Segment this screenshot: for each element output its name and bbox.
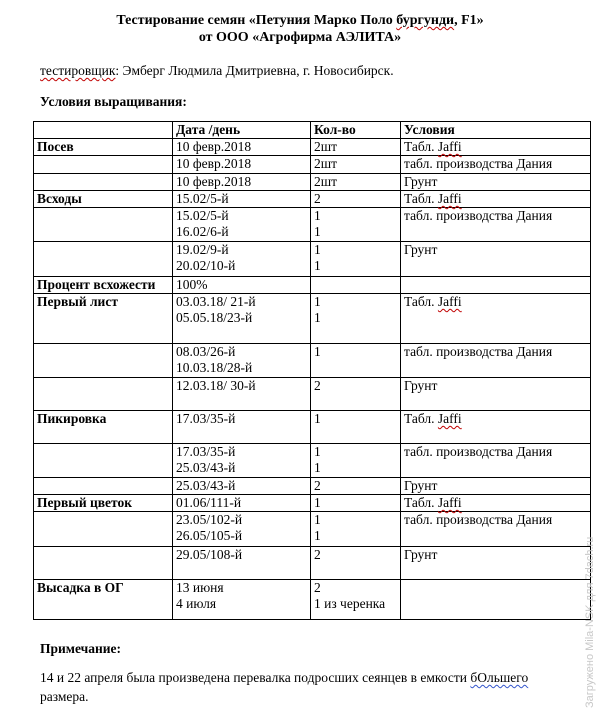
date-value: 15.02/5-й — [176, 208, 229, 223]
qty-value: 1 — [314, 242, 321, 257]
qty-value: 1 — [314, 444, 321, 459]
watermark: Загружено Mila-NSK для 7dach.ru — [584, 536, 596, 708]
row-label — [34, 344, 173, 378]
table-row — [34, 478, 591, 495]
qty-cell — [311, 294, 401, 344]
date-value: 16.02/6-й — [176, 224, 229, 239]
date-cell — [173, 344, 311, 378]
qty-cell — [311, 547, 401, 580]
date-cell — [173, 156, 311, 174]
qty-cell — [311, 191, 401, 208]
table-row — [34, 139, 591, 156]
table-header-row — [34, 122, 591, 139]
date-cell — [173, 378, 311, 411]
date-value: 23.05/102-й — [176, 512, 243, 527]
qty-cell — [311, 580, 401, 620]
date-value: 26.05/105-й — [176, 528, 243, 543]
conditions-cell: Грунт — [401, 478, 591, 495]
date-value: 10 февр.2018 — [176, 174, 252, 189]
qty-value: 1 — [314, 224, 321, 239]
table-row — [34, 444, 591, 478]
table-row — [34, 344, 591, 378]
qty-value: 1 — [314, 294, 321, 309]
qty-cell — [311, 512, 401, 547]
document-title — [0, 12, 600, 46]
conditions-cell: Грунт — [401, 378, 591, 411]
table-row — [34, 242, 591, 277]
date-cell — [173, 478, 311, 495]
qty-cell — [311, 344, 401, 378]
date-cell — [173, 277, 311, 294]
conditions-cell — [401, 580, 591, 620]
qty-value: 1 — [314, 512, 321, 527]
qty-value: 1 — [314, 460, 321, 475]
conditions-brand-word: Jaffi — [437, 294, 462, 309]
date-cell — [173, 444, 311, 478]
date-cell — [173, 547, 311, 580]
row-label: Посев — [34, 139, 173, 156]
conditions-cell — [401, 411, 591, 444]
row-label: Процент всхожести — [34, 277, 173, 294]
qty-value: 1 — [314, 411, 321, 426]
date-value: 17.03/35-й — [176, 411, 236, 426]
conditions-cell: Грунт — [401, 547, 591, 580]
date-value: 100% — [176, 277, 208, 292]
qty-value: 2шт — [314, 156, 338, 171]
header-empty — [34, 122, 173, 139]
date-value: 25.03/43-й — [176, 478, 236, 493]
date-value: 4 июля — [176, 596, 217, 611]
qty-cell — [311, 242, 401, 277]
conditions-text: Табл. — [404, 294, 438, 309]
conditions-text: Табл. — [404, 139, 438, 154]
date-value: 10.03.18/28-й — [176, 360, 253, 375]
conditions-cell: табл. производства Дания — [401, 444, 591, 478]
qty-cell — [311, 139, 401, 156]
qty-value: 2 — [314, 547, 321, 562]
note-text: 14 и 22 апреля была произведена перевалка подросших сеянцев в емкости бОльшего размера. — [40, 670, 529, 704]
conditions-cell — [401, 277, 591, 294]
qty-cell — [311, 156, 401, 174]
conditions-text: Табл. — [404, 411, 438, 426]
date-cell — [173, 411, 311, 444]
row-label: Первый лист — [34, 294, 173, 344]
conditions-heading: Условия выращивания: — [40, 94, 187, 109]
conditions-brand-word: Jaffi — [437, 411, 462, 426]
tester-name: : Эмберг Людмила Дмитриевна, г. Новосибирск. — [115, 63, 394, 78]
row-label: Всходы — [34, 191, 173, 208]
qty-cell — [311, 444, 401, 478]
conditions-cell: табл. производства Дания — [401, 344, 591, 378]
qty-cell — [311, 174, 401, 191]
qty-value: 2шт — [314, 139, 338, 154]
qty-value: 1 — [314, 344, 321, 359]
qty-value: 1 — [314, 258, 321, 273]
conditions-brand-word: Jaffi — [437, 495, 462, 510]
table-row — [34, 378, 591, 411]
row-label — [34, 444, 173, 478]
tester-label: тестировщик — [40, 63, 116, 78]
conditions-cell: Грунт — [401, 242, 591, 277]
date-value: 12.03.18/ 30-й — [176, 378, 256, 393]
header-conditions: Условия — [401, 122, 591, 139]
qty-value: 1 — [314, 528, 321, 543]
date-cell — [173, 242, 311, 277]
row-label — [34, 208, 173, 242]
title-line-2: от ООО «Агрофирма АЭЛИТА» — [198, 30, 402, 45]
row-label — [34, 547, 173, 580]
date-cell — [173, 191, 311, 208]
header-date: Дата /день — [173, 122, 311, 139]
date-cell — [173, 495, 311, 512]
row-label: Высадка в ОГ — [34, 580, 173, 620]
date-value: 25.03/43-й — [176, 460, 236, 475]
conditions-brand-word: Jaffi — [437, 139, 462, 154]
row-label — [34, 242, 173, 277]
qty-value: 1 — [314, 208, 321, 223]
table-row — [34, 208, 591, 242]
title-misspelled-word: бургунди — [396, 13, 455, 28]
row-label — [34, 156, 173, 174]
table-row — [34, 294, 591, 344]
date-value: 03.03.18/ 21-й — [176, 294, 256, 309]
qty-value: 2 — [314, 378, 321, 393]
date-value: 08.03/26-й — [176, 344, 236, 359]
date-cell — [173, 208, 311, 242]
conditions-cell: табл. производства Дания — [401, 156, 591, 174]
conditions-text: Табл. — [404, 495, 438, 510]
date-value: 01.06/111-й — [176, 495, 242, 510]
table-row — [34, 547, 591, 580]
date-value: 19.02/9-й — [176, 242, 229, 257]
table-row — [34, 495, 591, 512]
title-line-1: Тестирование семян «Петуния Марко Поло бургунди, F1» — [116, 13, 484, 28]
table-row — [34, 191, 591, 208]
growing-conditions-table — [33, 121, 591, 620]
qty-value: 1 — [314, 310, 321, 325]
conditions-cell — [401, 139, 591, 156]
note-heading: Примечание: — [40, 641, 122, 656]
date-cell — [173, 512, 311, 547]
date-cell — [173, 139, 311, 156]
conditions-brand-word: Jaffi — [437, 191, 462, 206]
qty-value: 2 — [314, 191, 321, 206]
conditions-cell — [401, 495, 591, 512]
qty-value: 2 — [314, 478, 321, 493]
row-label — [34, 512, 173, 547]
date-value: 05.05.18/23-й — [176, 310, 253, 325]
row-label: Пикировка — [34, 411, 173, 444]
table-row — [34, 156, 591, 174]
table-row — [34, 512, 591, 547]
conditions-cell: Грунт — [401, 174, 591, 191]
qty-value: 2 — [314, 580, 321, 595]
row-label: Первый цветок — [34, 495, 173, 512]
conditions-text: Табл. — [404, 191, 438, 206]
conditions-cell: табл. производства Дания — [401, 208, 591, 242]
date-value: 20.02/10-й — [176, 258, 236, 273]
qty-value: 1 — [314, 495, 321, 510]
date-value: 10 февр.2018 — [176, 156, 252, 171]
table-row — [34, 277, 591, 294]
row-label — [34, 174, 173, 191]
date-value: 29.05/108-й — [176, 547, 243, 562]
table-row — [34, 411, 591, 444]
header-qty: Кол-во — [311, 122, 401, 139]
table-row — [34, 174, 591, 191]
row-label — [34, 478, 173, 495]
qty-value: 2шт — [314, 174, 338, 189]
date-value: 17.03/35-й — [176, 444, 236, 459]
qty-value: 1 из черенка — [314, 596, 386, 611]
conditions-cell — [401, 294, 591, 344]
conditions-cell — [401, 191, 591, 208]
note-emphasized-word: бОльшего — [470, 670, 529, 685]
date-cell — [173, 580, 311, 620]
qty-cell — [311, 478, 401, 495]
date-value: 10 февр.2018 — [176, 139, 252, 154]
table-row — [34, 580, 591, 620]
date-value: 15.02/5-й — [176, 191, 229, 206]
row-label — [34, 378, 173, 411]
qty-cell — [311, 378, 401, 411]
date-cell — [173, 174, 311, 191]
conditions-cell: табл. производства Дания — [401, 512, 591, 547]
qty-cell — [311, 411, 401, 444]
qty-cell — [311, 208, 401, 242]
qty-cell — [311, 495, 401, 512]
tester-line — [40, 63, 394, 79]
date-value: 13 июня — [176, 580, 224, 595]
date-cell — [173, 294, 311, 344]
qty-cell — [311, 277, 401, 294]
